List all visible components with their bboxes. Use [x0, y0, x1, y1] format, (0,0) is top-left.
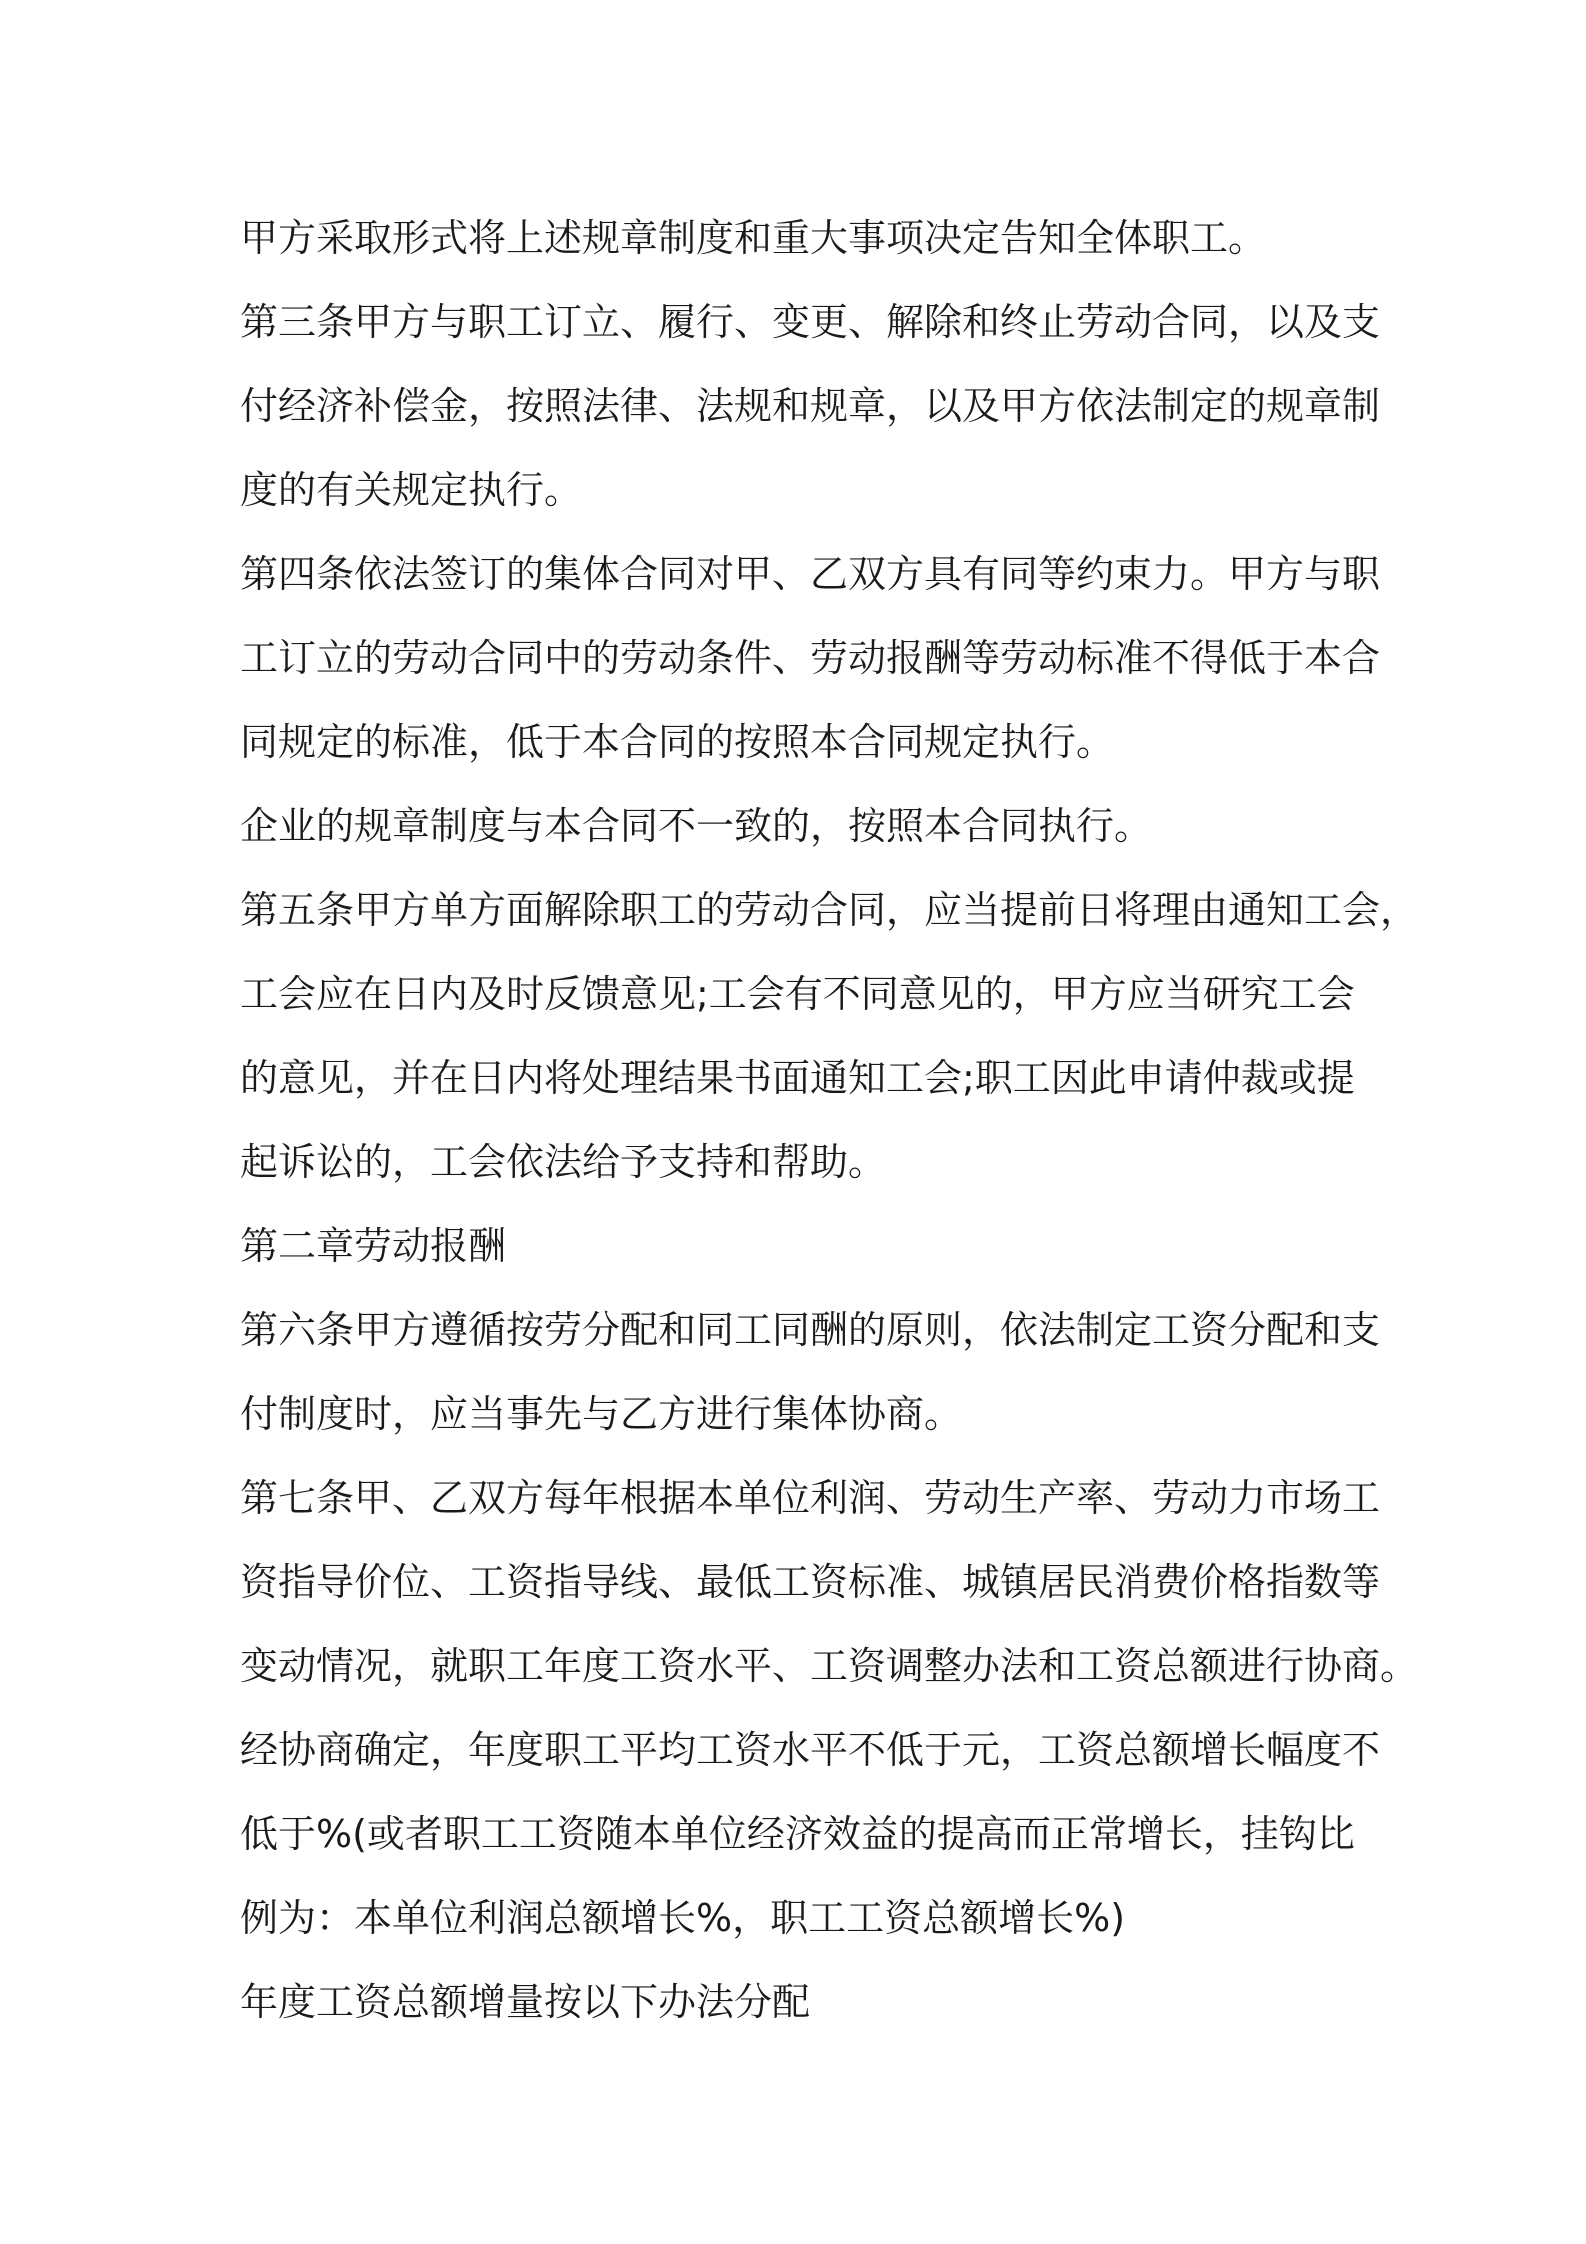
text-line: 付经济补偿金，按照法律、法规和规章，以及甲方依法制定的规章制	[240, 384, 1381, 428]
text-line: 低于%(或者职工工资随本单位经济效益的提高而正常增长，挂钩比	[240, 1812, 1355, 1856]
text-line: 第三条甲方与职工订立、履行、变更、解除和终止劳动合同，以及支	[240, 300, 1381, 344]
text-line: 工会应在日内及时反馈意见;工会有不同意见的，甲方应当研究工会	[240, 972, 1355, 1016]
text-line: 第六条甲方遵循按劳分配和同工同酬的原则，依法制定工资分配和支	[240, 1308, 1381, 1352]
text-line: 工订立的劳动合同中的劳动条件、劳动报酬等劳动标准不得低于本合	[240, 636, 1381, 680]
chapter-heading: 第二章劳动报酬	[240, 1224, 507, 1268]
text-line: 资指导价位、工资指导线、最低工资标准、城镇居民消费价格指数等	[240, 1560, 1381, 1604]
text-line: 同规定的标准，低于本合同的按照本合同规定执行。	[240, 720, 1115, 764]
text-line: 变动情况，就职工年度工资水平、工资调整办法和工资总额进行协商。	[240, 1644, 1419, 1688]
text-line: 付制度时，应当事先与乙方进行集体协商。	[240, 1392, 963, 1436]
text-line: 年度工资总额增量按以下办法分配	[240, 1980, 811, 2024]
text-line: 第四条依法签订的集体合同对甲、乙双方具有同等约束力。甲方与职	[240, 552, 1381, 596]
text-line: 例为：本单位利润总额增长%，职工工资总额增长%)	[240, 1896, 1126, 1940]
text-line: 起诉讼的，工会依法给予支持和帮助。	[240, 1140, 887, 1184]
text-line: 经协商确定，年度职工平均工资水平不低于元，工资总额增长幅度不	[240, 1728, 1381, 1772]
text-line: 企业的规章制度与本合同不一致的，按照本合同执行。	[240, 804, 1153, 848]
text-line: 甲方采取形式将上述规章制度和重大事项决定告知全体职工。	[240, 216, 1267, 260]
document-body	[240, 196, 1419, 2044]
text-line: 的意见，并在日内将处理结果书面通知工会;职工因此申请仲裁或提	[240, 1056, 1355, 1100]
text-line: 第七条甲、乙双方每年根据本单位利润、劳动生产率、劳动力市场工	[240, 1476, 1381, 1520]
text-line: 度的有关规定执行。	[240, 468, 583, 512]
text-line: 第五条甲方单方面解除职工的劳动合同，应当提前日将理由通知工会，	[240, 888, 1419, 932]
